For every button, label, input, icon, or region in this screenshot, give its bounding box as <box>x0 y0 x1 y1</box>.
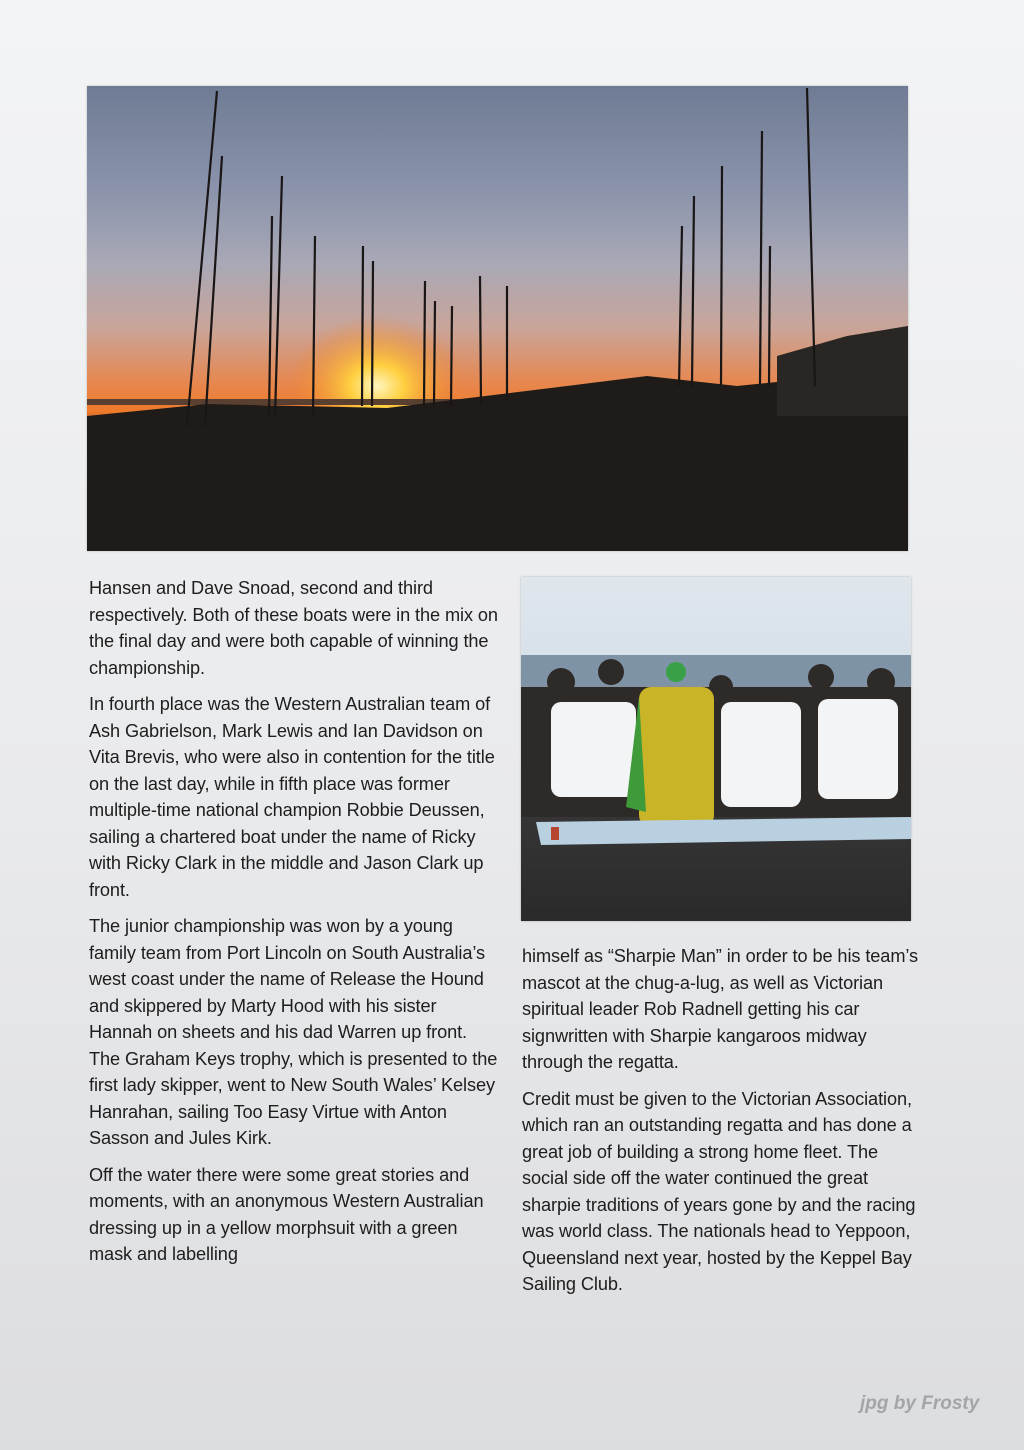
person-white-shirt-2 <box>721 702 801 807</box>
sunset-marina-photo <box>87 86 908 551</box>
paragraph: Off the water there were some great stories and moments, with an anonymous Western Australian dressing up in a yellow morphsuit with a green mask and labelling <box>89 1164 484 1264</box>
article-right-column <box>522 943 922 1308</box>
paragraph: Credit must be given to the Victorian Association, which ran an outstanding regatta and has done a great job of building a strong home fleet. The social side off the water continued the great sharpie traditions of years gone by and the racing was world class. The nationals head to Yeppoon, Queensland next year, hosted by the Keppel Bay Sailing Club. <box>522 1088 916 1294</box>
crowd-illustration <box>521 577 911 921</box>
paragraph: In fourth place was the Western Australian team of Ash Gabrielson, Mark Lewis and Ian Davidson on Vita Brevis, who were also in contention for the title on the last day, while in fifth place was former multiple-time national champion Robbie Deussen, sailing a chartered boat under the name of Ricky with Ricky Clark in the middle and Jason Clark up front. <box>89 694 495 900</box>
watermark: jpg by Frosty <box>860 1393 980 1414</box>
table <box>536 817 911 845</box>
sunset-illustration <box>87 86 908 551</box>
paragraph: Hansen and Dave Snoad, second and third respectively. Both of these boats were in the mix on the final day and were both capable of winning the championship. <box>89 578 498 678</box>
green-mask <box>666 662 686 682</box>
paragraph: himself as “Sharpie Man” in order to be his team’s mascot at the chug-a-lug, as well as Victorian spiritual leader Rob Radnell getting his car signwritten with Sharpie kangaroos midway through the regatta. <box>522 946 918 1072</box>
clubhouse <box>777 326 908 416</box>
sharpie-man-yellow-suit <box>639 687 714 827</box>
paragraph: The junior championship was won by a young family team from Port Lincoln on South Australia’s west coast under the name of Release the Hound and skippered by Marty Hood with his sister Hannah on sheets and his dad Warren up front. The Graham Keys trophy, which is presented to the first lady skipper, went to New South Wales’ Kelsey Hanrahan, sailing Too Easy Virtue with Anton Sasson and Jules Kirk. <box>89 916 498 1148</box>
article-left-column <box>89 575 499 1278</box>
person-white-shirt-1 <box>551 702 636 797</box>
drink-can <box>551 827 559 840</box>
chug-a-lug-crowd-photo <box>521 577 911 921</box>
person-white-shirt-3 <box>818 699 898 799</box>
masts <box>187 88 815 426</box>
